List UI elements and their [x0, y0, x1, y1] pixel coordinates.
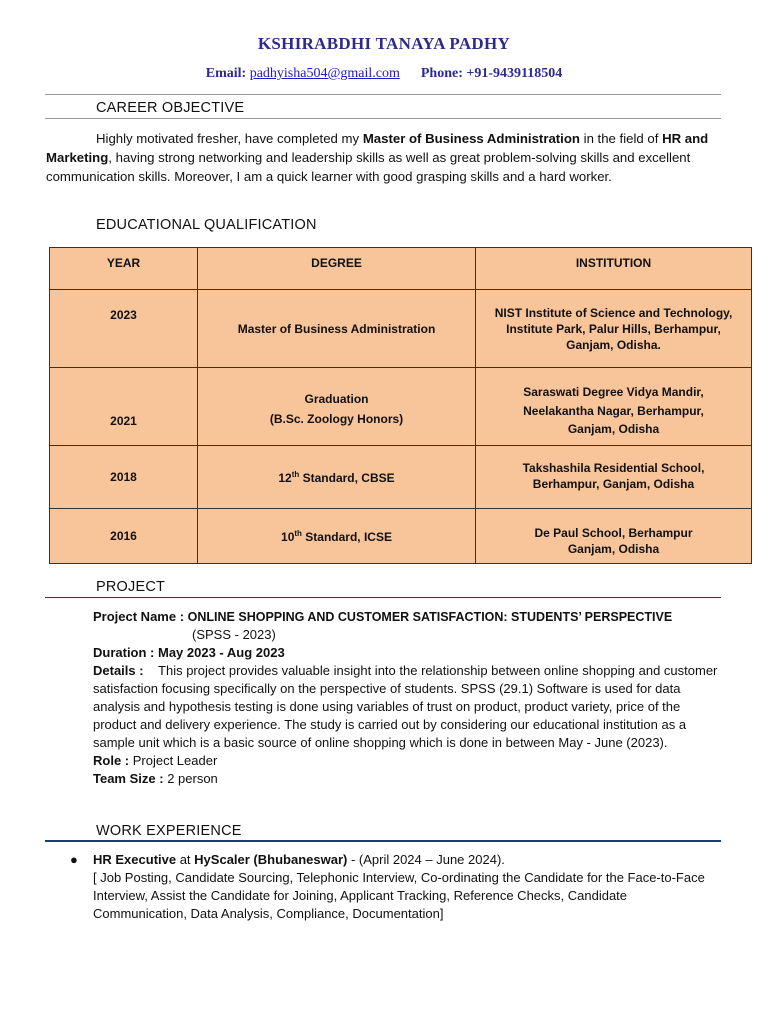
email-link[interactable]: padhyisha504@gmail.com	[249, 66, 400, 81]
table-row	[50, 446, 752, 509]
table-row	[50, 290, 752, 368]
education-heading: EDUCATIONAL QUALIFICATION	[96, 217, 317, 233]
degree-cell: 10th Standard, ICSE	[198, 509, 476, 564]
year-cell: 2016	[50, 509, 198, 564]
project-name-sub: (SPSS - 2023)	[192, 627, 276, 642]
project-divider	[45, 597, 721, 598]
year-cell: 2021	[50, 368, 198, 446]
work-duties: [ Job Posting, Candidate Sourcing, Telephonic Interview, Co-ordinating the Candidate for the Face-to-Face Interview, Assist the Candidate for Joining, Applicant Tracking, Reference Checks, Candidate Communication, Data Analysis, Compliance, Documentation]	[93, 870, 705, 921]
work-experience-heading: WORK EXPERIENCE	[96, 823, 242, 839]
degree-cell: Graduation (B.Sc. Zoology Honors)	[198, 368, 476, 446]
project-duration: Duration : May 2023 - Aug 2023	[93, 645, 285, 660]
work-title-line: HR Executive at HyScaler (Bhubaneswar) - (April 2024 – June 2024).	[93, 852, 505, 867]
career-divider	[45, 118, 721, 119]
year-cell: 2018	[50, 446, 198, 509]
column-header-institution: INSTITUTION	[476, 248, 752, 290]
institution-cell: Takshashila Residential School, Berhampur, Ganjam, Odisha	[476, 446, 752, 509]
project-section	[93, 608, 723, 788]
table-row	[50, 509, 752, 564]
institution-cell: Saraswati Degree Vidya Mandir, Neelakantha Nagar, Berhampur, Ganjam, Odisha	[476, 368, 752, 446]
bullet-icon: ●	[70, 852, 78, 867]
institution-cell: De Paul School, Berhampur Ganjam, Odisha	[476, 509, 752, 564]
table-row	[50, 368, 752, 446]
header-divider	[45, 94, 721, 95]
career-objective-text: Highly motivated fresher, have completed my Master of Business Administration in the field of HR and Marketing, having strong networking and leadership skills as well as great problem-solving skills and excellent communication skills. Moreover, I am a quick learner with good grasping skills and a hard worker.	[46, 131, 709, 184]
degree-cell: 12th Standard, CBSE	[198, 446, 476, 509]
year-cell: 2023	[50, 290, 198, 368]
career-objective-heading: CAREER OBJECTIVE	[96, 100, 245, 116]
phone-label: Phone:	[420, 66, 463, 81]
degree-cell: Master of Business Administration	[198, 290, 476, 368]
project-details: Details : This project provides valuable insight into the relationship between online shopping and customer satisfaction focusing specifically on the perspective of students. SPSS (29.1) Software is used for data analysis and hypothesis testing is done using variables of trust on product, product variety, price of the product and delivery experience. The study is carried out by considering our educational institution as a sample unit which is a basic source of online shopping which is done in between May - June (2023).	[93, 663, 718, 750]
email-label: Email:	[205, 66, 247, 81]
column-header-year: YEAR	[50, 248, 198, 290]
education-table	[49, 247, 752, 564]
candidate-name: KSHIRABDHI TANAYA PADHY	[257, 34, 511, 53]
phone-number: +91-9439118504	[466, 66, 563, 81]
work-divider	[45, 840, 721, 842]
project-team-size: Team Size : 2 person	[93, 771, 218, 786]
project-name-line: Project Name : ONLINE SHOPPING AND CUSTOMER SATISFACTION: STUDENTS’ PERSPECTIVE	[93, 609, 673, 624]
project-role: Role : Project Leader	[93, 753, 218, 768]
contact-line	[0, 66, 768, 82]
table-header-row	[50, 248, 752, 290]
institution-cell: NIST Institute of Science and Technology, Institute Park, Palur Hills, Berhampur, Ganjam, Odisha.	[476, 290, 752, 368]
work-entry	[93, 851, 718, 923]
column-header-degree: DEGREE	[198, 248, 476, 290]
project-heading: PROJECT	[96, 579, 166, 595]
